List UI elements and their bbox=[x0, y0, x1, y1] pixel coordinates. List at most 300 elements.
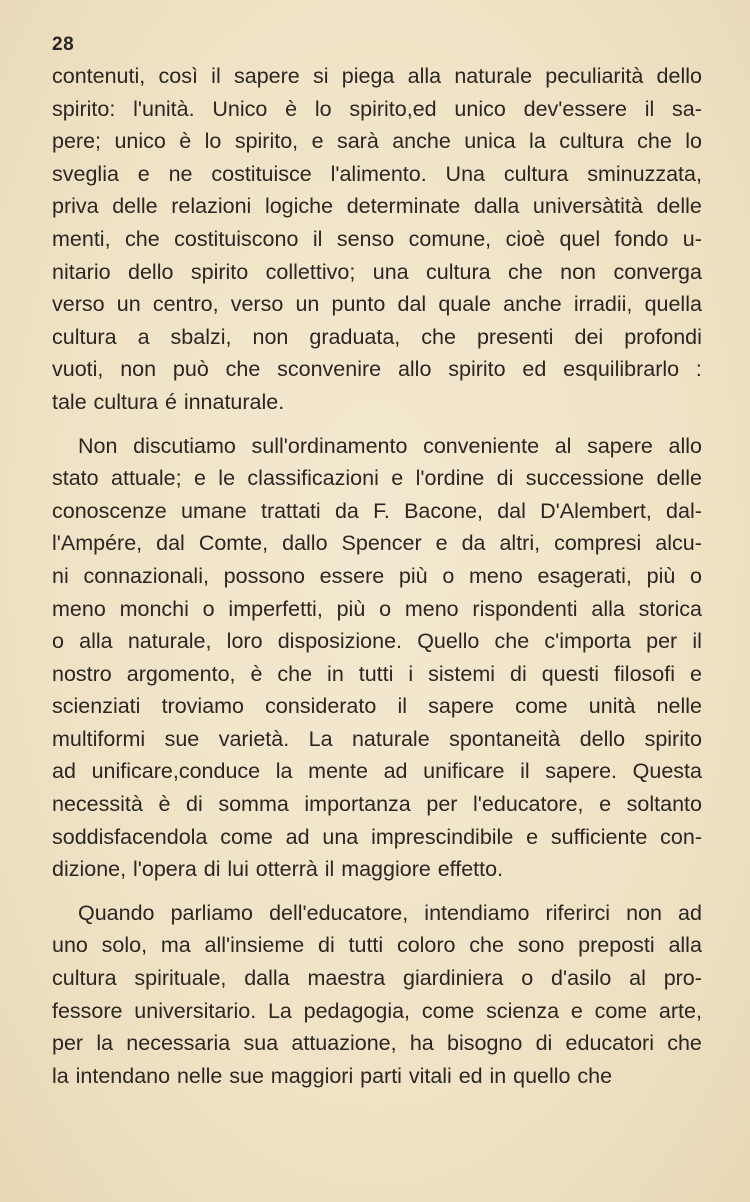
word: o bbox=[202, 596, 215, 621]
word: solo, bbox=[101, 933, 148, 958]
word: il bbox=[324, 857, 335, 882]
word: collettivo; bbox=[265, 259, 356, 284]
word: parti bbox=[360, 1063, 402, 1088]
word: questi bbox=[541, 661, 600, 686]
word: il bbox=[312, 226, 323, 251]
word: conveniente bbox=[423, 433, 540, 458]
word: varietà. bbox=[218, 726, 290, 751]
word: logiche bbox=[264, 194, 334, 219]
word: ma bbox=[160, 933, 191, 958]
word: pro- bbox=[663, 966, 702, 991]
word: ed bbox=[458, 1063, 483, 1088]
word: che bbox=[277, 661, 313, 686]
word: Non bbox=[78, 433, 118, 458]
word: unico bbox=[454, 96, 506, 121]
word: unificare,conduce bbox=[91, 759, 261, 784]
word: Bacone, bbox=[404, 498, 483, 523]
word: cultura bbox=[52, 324, 117, 349]
word: trattati bbox=[260, 498, 321, 523]
word: dell'educatore, bbox=[269, 900, 409, 925]
word: attuazione, bbox=[291, 1031, 397, 1056]
word: al bbox=[554, 433, 572, 458]
word: dallo bbox=[282, 531, 328, 556]
word: unità bbox=[588, 694, 636, 719]
word: troviamo bbox=[161, 694, 245, 719]
word: e bbox=[391, 466, 404, 491]
word: maggiore bbox=[341, 857, 431, 882]
word: comune, bbox=[408, 226, 492, 251]
word: alla bbox=[668, 933, 702, 958]
word: ed bbox=[522, 357, 547, 382]
word: presenti bbox=[476, 324, 554, 349]
body-text bbox=[52, 60, 702, 1092]
word: Questa bbox=[632, 759, 702, 784]
word: cultura bbox=[503, 161, 569, 186]
word: quel bbox=[559, 226, 601, 251]
word: c'importa bbox=[544, 629, 631, 654]
word: alla bbox=[591, 596, 625, 621]
word: l'opera bbox=[132, 857, 197, 882]
word: dello bbox=[656, 64, 702, 88]
text-line bbox=[52, 1027, 702, 1060]
word: più bbox=[646, 563, 676, 588]
word: argomento, bbox=[126, 661, 236, 686]
word: sull'ordinamento bbox=[251, 433, 408, 458]
word: dal bbox=[156, 531, 185, 556]
word: da bbox=[461, 531, 486, 556]
word: dalla bbox=[473, 194, 520, 219]
text-line bbox=[52, 158, 702, 191]
word: cioè bbox=[505, 226, 546, 251]
word: può bbox=[172, 357, 209, 382]
word: di bbox=[318, 933, 335, 958]
word: relazioni bbox=[171, 194, 252, 219]
word: verso bbox=[230, 292, 284, 317]
word: esquilibrarlo bbox=[563, 357, 680, 382]
word: umane bbox=[180, 498, 247, 523]
word: l'Ampére, bbox=[52, 531, 143, 556]
text-line bbox=[52, 190, 702, 223]
text-line bbox=[52, 723, 702, 756]
word: più bbox=[398, 563, 428, 588]
text-line bbox=[52, 60, 702, 93]
word: disposizione. bbox=[277, 629, 403, 654]
word: cultura bbox=[559, 129, 624, 154]
word: dalla bbox=[244, 966, 290, 991]
word: non bbox=[120, 357, 157, 382]
word: monchi bbox=[119, 596, 189, 621]
word: meno bbox=[468, 563, 523, 588]
word: fessore bbox=[52, 998, 123, 1023]
word: somma bbox=[218, 792, 289, 817]
word: di bbox=[535, 1031, 553, 1056]
word: possono bbox=[223, 563, 305, 588]
word: La bbox=[308, 726, 333, 751]
word: per bbox=[646, 629, 678, 654]
word: come bbox=[594, 998, 648, 1023]
word: essere bbox=[319, 563, 385, 588]
word: la bbox=[529, 129, 546, 154]
word: otterrà bbox=[255, 857, 318, 882]
text-line bbox=[52, 256, 702, 289]
word: una bbox=[372, 259, 409, 284]
word: non bbox=[252, 324, 289, 349]
word: è bbox=[285, 96, 298, 121]
word: è bbox=[158, 792, 171, 817]
word: tale bbox=[52, 389, 87, 414]
word: come bbox=[421, 998, 475, 1023]
word: dev'essere bbox=[523, 96, 627, 121]
word: le bbox=[218, 466, 236, 491]
word: riferirci bbox=[545, 900, 611, 925]
word: che bbox=[508, 259, 543, 284]
word: il bbox=[211, 64, 221, 88]
word: dal bbox=[497, 498, 526, 523]
word: storica bbox=[638, 596, 702, 621]
word: sue bbox=[229, 1063, 264, 1088]
word: cultura bbox=[52, 966, 117, 991]
text-line bbox=[52, 321, 702, 354]
word: unica bbox=[464, 129, 516, 154]
word: non bbox=[560, 259, 597, 284]
word: punto bbox=[331, 292, 386, 317]
text-line bbox=[52, 93, 702, 126]
word: un bbox=[116, 292, 141, 317]
text-line bbox=[52, 821, 702, 854]
word: e bbox=[689, 661, 702, 686]
word: per bbox=[52, 1031, 84, 1056]
word: sconvenire bbox=[277, 357, 382, 382]
word: menti, bbox=[52, 226, 111, 251]
word: irradii, bbox=[573, 292, 633, 317]
word: Spencer bbox=[341, 531, 422, 556]
word: : bbox=[695, 357, 702, 382]
word: dei bbox=[574, 324, 604, 349]
word: priva bbox=[52, 194, 99, 219]
text-line bbox=[52, 962, 702, 995]
word: compresi bbox=[554, 531, 642, 556]
word: con- bbox=[660, 824, 702, 849]
word: il bbox=[520, 759, 530, 784]
word: uno bbox=[52, 933, 88, 958]
word: naturale bbox=[454, 64, 533, 88]
word: e bbox=[435, 531, 448, 556]
word: ad bbox=[285, 824, 310, 849]
word: Quando bbox=[78, 900, 155, 925]
word: una bbox=[322, 824, 359, 849]
word: importanza bbox=[304, 792, 411, 817]
word: intendano bbox=[75, 1063, 171, 1088]
word: in bbox=[327, 661, 344, 686]
word: peculiarità bbox=[545, 64, 644, 88]
word: ha bbox=[409, 1031, 434, 1056]
word: così bbox=[158, 64, 198, 88]
word: bisogno bbox=[447, 1031, 523, 1056]
page-number: 28 bbox=[52, 34, 75, 55]
word: che bbox=[469, 933, 504, 958]
word: é bbox=[164, 389, 177, 414]
text-line bbox=[52, 625, 702, 658]
word: spirito bbox=[644, 726, 702, 751]
word: maestra bbox=[307, 966, 386, 991]
word: determinate bbox=[346, 194, 461, 219]
word: delle bbox=[112, 194, 158, 219]
word: spirito bbox=[190, 259, 249, 284]
word: piega bbox=[341, 64, 395, 88]
word: si bbox=[312, 64, 329, 88]
word: d'asilo bbox=[551, 966, 612, 991]
word: in bbox=[489, 1063, 507, 1088]
word: Unico bbox=[212, 96, 268, 121]
word: nitario bbox=[52, 259, 111, 284]
word: ad bbox=[678, 900, 702, 925]
word: senso bbox=[336, 226, 395, 251]
word: coloro bbox=[396, 933, 456, 958]
word: sapere bbox=[428, 694, 494, 719]
word: quella bbox=[644, 292, 702, 317]
text-line bbox=[52, 658, 702, 691]
text-line bbox=[52, 897, 702, 930]
word: che bbox=[125, 226, 160, 251]
word: costituisce bbox=[211, 161, 312, 186]
word: lo bbox=[314, 96, 332, 121]
text-line bbox=[52, 223, 702, 256]
word: graduata, bbox=[309, 324, 401, 349]
word: soddisfacendola bbox=[52, 824, 208, 849]
word: naturale, bbox=[127, 629, 212, 654]
word: alla bbox=[79, 629, 113, 654]
word: costituiscono bbox=[174, 226, 299, 251]
word: alla bbox=[407, 64, 442, 88]
word: conoscenze bbox=[52, 498, 167, 523]
word: al bbox=[629, 966, 646, 991]
text-line bbox=[52, 690, 702, 723]
word: dal bbox=[397, 292, 427, 317]
text-line bbox=[52, 430, 702, 463]
word: u- bbox=[682, 226, 702, 251]
word: converga bbox=[613, 259, 702, 284]
word: Una bbox=[445, 161, 485, 186]
word: universitario. bbox=[134, 998, 257, 1023]
word: l'ordine bbox=[415, 466, 485, 491]
word: attuale; bbox=[111, 466, 182, 491]
word: che bbox=[637, 129, 672, 154]
word: di bbox=[203, 857, 221, 882]
word: esagerati, bbox=[537, 563, 632, 588]
word: naturale bbox=[351, 726, 430, 751]
word: tutti bbox=[358, 661, 394, 686]
word: e bbox=[570, 998, 583, 1023]
word: innaturale. bbox=[183, 389, 285, 414]
text-line bbox=[52, 527, 702, 560]
word: sapere bbox=[587, 433, 653, 458]
word: multiformi bbox=[52, 726, 146, 751]
word: il bbox=[692, 629, 702, 654]
word: di bbox=[510, 661, 527, 686]
word: i bbox=[408, 661, 414, 686]
word: profondi bbox=[624, 324, 702, 349]
word: che bbox=[667, 1031, 702, 1056]
word: che bbox=[225, 357, 261, 382]
word: allo bbox=[668, 433, 702, 458]
word: spirituale, bbox=[134, 966, 227, 991]
word: ad bbox=[52, 759, 76, 784]
word: necessaria bbox=[126, 1031, 231, 1056]
word: l'educatore, bbox=[473, 792, 584, 817]
word: è bbox=[179, 129, 192, 154]
word: sapere. bbox=[545, 759, 618, 784]
word: rispondenti bbox=[472, 596, 578, 621]
word: o bbox=[52, 629, 64, 654]
paragraph-gap bbox=[52, 419, 702, 430]
word: quale bbox=[438, 292, 491, 317]
word: lui bbox=[227, 857, 249, 882]
text-line bbox=[52, 560, 702, 593]
text-line bbox=[52, 495, 702, 528]
word: delle bbox=[656, 466, 702, 491]
paragraph bbox=[52, 60, 702, 419]
word: lo bbox=[204, 129, 222, 154]
word: pedagogia, bbox=[303, 998, 411, 1023]
word: imperfetti, bbox=[228, 596, 323, 621]
word: più bbox=[336, 596, 366, 621]
word: parliamo bbox=[170, 900, 254, 925]
word: fondo bbox=[614, 226, 669, 251]
text-line bbox=[52, 288, 702, 321]
word: a bbox=[137, 324, 150, 349]
word: verso bbox=[52, 292, 105, 317]
word: unificare bbox=[423, 759, 505, 784]
word: nostro bbox=[52, 661, 112, 686]
word: o bbox=[521, 966, 534, 991]
word: arte, bbox=[658, 998, 702, 1023]
word: contenuti, bbox=[52, 64, 146, 88]
text-line bbox=[52, 353, 702, 386]
word: il bbox=[644, 96, 655, 121]
word: educatori bbox=[565, 1031, 654, 1056]
word: sminuzzata, bbox=[587, 161, 702, 186]
word: da bbox=[334, 498, 359, 523]
word: spirito bbox=[448, 357, 506, 382]
word: e bbox=[311, 129, 324, 154]
word: ne bbox=[168, 161, 193, 186]
text-line bbox=[52, 853, 702, 886]
word: allo bbox=[397, 357, 432, 382]
word: connazionali, bbox=[83, 563, 209, 588]
paragraph bbox=[52, 430, 702, 886]
word: vuoti, bbox=[52, 357, 104, 382]
word: scienza bbox=[486, 998, 560, 1023]
word: meno bbox=[52, 596, 106, 621]
word: l'unità. bbox=[133, 96, 195, 121]
word: o bbox=[379, 596, 392, 621]
word: quello bbox=[513, 1063, 571, 1088]
word: anche bbox=[503, 292, 562, 317]
text-line bbox=[52, 788, 702, 821]
text-line bbox=[52, 1060, 702, 1093]
word: F. bbox=[373, 498, 390, 523]
word: necessità bbox=[52, 792, 143, 817]
text-line bbox=[52, 929, 702, 962]
word: pere; bbox=[52, 129, 102, 154]
word: l'alimento. bbox=[330, 161, 427, 186]
word: sono bbox=[517, 933, 565, 958]
text-line bbox=[52, 125, 702, 158]
word: che bbox=[577, 1063, 613, 1088]
word: mente bbox=[308, 759, 368, 784]
word: spontaneità bbox=[449, 726, 561, 751]
paragraph-gap bbox=[52, 886, 702, 897]
word: nelle bbox=[656, 694, 702, 719]
word: loro bbox=[226, 629, 263, 654]
word: e bbox=[526, 824, 539, 849]
word: dello bbox=[579, 726, 626, 751]
word: spirito,ed bbox=[349, 96, 437, 121]
word: imprescindibile bbox=[371, 824, 514, 849]
word: discutiamo bbox=[133, 433, 236, 458]
word: filosofi bbox=[614, 661, 675, 686]
word: dizione, bbox=[52, 857, 127, 882]
word: effetto. bbox=[437, 857, 504, 882]
word: è bbox=[250, 661, 263, 686]
word: considerato bbox=[265, 694, 377, 719]
word: cultura bbox=[93, 389, 159, 414]
word: giardiniera bbox=[402, 966, 504, 991]
word: sapere bbox=[233, 64, 300, 88]
text-line bbox=[52, 593, 702, 626]
word: D'Alembert, bbox=[540, 498, 652, 523]
word: sbalzi, bbox=[170, 324, 232, 349]
word: nelle bbox=[176, 1063, 223, 1088]
word: sistemi bbox=[428, 661, 496, 686]
word: sarà bbox=[336, 129, 379, 154]
word: ad bbox=[383, 759, 408, 784]
word: che bbox=[421, 324, 456, 349]
word: lo bbox=[685, 129, 702, 154]
word: altri, bbox=[499, 531, 541, 556]
word: un bbox=[295, 292, 320, 317]
word: di bbox=[186, 792, 203, 817]
word: cultura bbox=[426, 259, 491, 284]
word: delle bbox=[656, 194, 702, 219]
word: sue bbox=[164, 726, 200, 751]
word: non bbox=[626, 900, 662, 925]
word: spirito: bbox=[52, 96, 116, 121]
word: Comte, bbox=[198, 531, 269, 556]
word: come bbox=[220, 824, 273, 849]
word: sveglia bbox=[52, 161, 119, 186]
text-line bbox=[52, 995, 702, 1028]
word: centro, bbox=[152, 292, 219, 317]
word: che bbox=[494, 629, 530, 654]
word: o bbox=[690, 563, 702, 588]
word: ni bbox=[52, 563, 69, 588]
text-line bbox=[52, 755, 702, 788]
word: La bbox=[267, 998, 292, 1023]
word: all'insieme bbox=[204, 933, 305, 958]
paragraph bbox=[52, 897, 702, 1093]
word: universàtità bbox=[532, 194, 643, 219]
word: sa- bbox=[672, 96, 702, 121]
word: preposti bbox=[578, 933, 655, 958]
word: maggiori bbox=[270, 1063, 354, 1088]
word: successione bbox=[525, 466, 645, 491]
word: anche bbox=[392, 129, 451, 154]
word: o bbox=[442, 563, 455, 588]
word: il bbox=[397, 694, 408, 719]
word: dal- bbox=[666, 498, 702, 523]
word: vitali bbox=[408, 1063, 452, 1088]
